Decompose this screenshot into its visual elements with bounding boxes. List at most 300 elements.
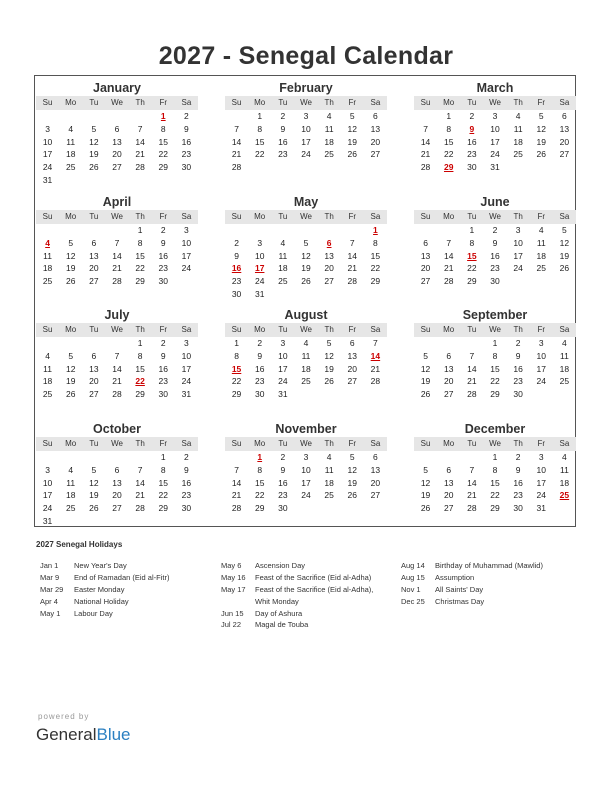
day-cell: 19	[420, 376, 431, 387]
weekday-label: Su	[42, 325, 53, 334]
day-cell: 28	[135, 503, 145, 514]
day-cell: 11	[324, 123, 334, 134]
day-cell: 14	[347, 250, 357, 261]
day-cell: 11	[43, 250, 52, 261]
day-cell: 3	[280, 338, 286, 348]
day-cell: 7	[114, 237, 120, 248]
week-row	[225, 451, 387, 464]
day-cell: 10	[42, 477, 53, 488]
day-cell: 27	[559, 149, 570, 160]
day-cell: 21	[467, 376, 477, 387]
day-cell: 13	[370, 123, 381, 134]
day-cell: 27	[370, 149, 381, 160]
day-cell: 14	[420, 136, 431, 147]
day-cell: 30	[278, 503, 288, 514]
day-cell	[507, 161, 530, 174]
day-cell: 12	[65, 250, 76, 261]
week-row	[225, 110, 387, 123]
month-name: July	[104, 308, 130, 322]
day-cell: 6	[114, 464, 120, 475]
day-cell: 23	[513, 490, 523, 501]
day-cell: 25	[301, 376, 311, 387]
holidays-heading: 2027 Senegal Holidays	[36, 540, 123, 549]
day-cell: 20	[347, 363, 357, 374]
day-cell: 4	[280, 237, 286, 248]
holiday-day-cell: 29	[443, 162, 454, 173]
day-cell	[318, 502, 341, 515]
day-cell: 16	[278, 136, 288, 147]
week-row	[414, 275, 576, 288]
day-cell: 16	[181, 477, 192, 488]
day-cell: 23	[181, 149, 192, 160]
day-cell	[341, 288, 364, 301]
day-cell	[225, 451, 248, 464]
holiday-entry	[40, 584, 169, 596]
brand-logo[interactable]	[36, 725, 131, 745]
weekday-label: Mo	[443, 325, 455, 334]
day-cell: 20	[559, 136, 570, 147]
day-cell	[82, 110, 105, 123]
day-cell: 9	[492, 237, 498, 248]
holiday-date: Jan 1	[40, 561, 59, 570]
day-cell: 28	[370, 376, 381, 387]
holiday-day-cell: 1	[257, 452, 263, 462]
day-cell: 2	[469, 111, 475, 121]
day-cell	[553, 388, 576, 401]
day-cell: 15	[254, 477, 265, 488]
day-cell: 27	[89, 276, 99, 287]
holiday-day-cell: 16	[231, 263, 242, 274]
weekday-label: Th	[513, 325, 523, 334]
day-cell: 9	[257, 350, 263, 361]
day-cell: 18	[324, 477, 334, 488]
day-cell: 3	[45, 123, 50, 134]
week-row	[414, 136, 576, 149]
day-cell: 19	[324, 363, 334, 374]
day-cell: 31	[181, 389, 192, 400]
day-cell: 3	[45, 464, 50, 475]
week-row	[225, 489, 387, 502]
day-cell: 29	[135, 276, 145, 287]
day-cell: 5	[423, 464, 428, 475]
day-cell: 25	[559, 376, 570, 387]
day-cell: 13	[420, 250, 431, 261]
weekday-header	[36, 437, 198, 451]
day-cell: 3	[257, 237, 263, 248]
day-cell: 15	[490, 477, 500, 488]
weekday-label: Th	[135, 325, 145, 334]
day-cell	[294, 502, 317, 515]
day-cell: 13	[112, 136, 122, 147]
week-row	[225, 502, 387, 515]
day-cell: 2	[184, 452, 189, 462]
day-cell	[318, 161, 341, 174]
day-cell: 4	[562, 452, 567, 462]
brand-logo-part-1: General	[36, 725, 97, 744]
day-cell	[553, 502, 576, 515]
day-cell: 11	[560, 350, 569, 361]
day-cell: 14	[443, 250, 454, 261]
day-cell: 19	[65, 376, 76, 387]
day-cell	[437, 451, 460, 464]
day-cell	[437, 224, 460, 237]
day-cell: 11	[66, 477, 76, 488]
week-row	[225, 161, 387, 174]
day-cell: 6	[446, 350, 452, 361]
holiday-name: Feast of the Sacrifice (Eid al-Adha),	[255, 584, 374, 594]
week-row	[414, 161, 576, 174]
holiday-entry	[40, 608, 169, 620]
day-cell	[152, 174, 175, 187]
holiday-day-cell: 15	[231, 363, 242, 374]
day-cell: 4	[562, 338, 567, 348]
day-cell: 26	[420, 389, 431, 400]
day-cell	[105, 515, 128, 528]
day-cell: 18	[559, 363, 570, 374]
day-cell: 11	[66, 136, 76, 147]
day-cell: 29	[490, 389, 500, 400]
day-cell: 8	[492, 464, 498, 475]
day-cell: 1	[446, 111, 452, 121]
day-cell: 11	[536, 237, 546, 248]
day-cell: 14	[231, 477, 242, 488]
day-cell: 23	[278, 149, 288, 160]
week-row	[36, 515, 198, 528]
day-cell: 23	[513, 376, 523, 387]
day-cell: 28	[231, 503, 242, 514]
day-cell	[105, 451, 128, 464]
day-cell: 30	[490, 276, 500, 287]
weekday-header	[225, 437, 387, 451]
day-cell: 28	[467, 503, 477, 514]
week-row	[225, 363, 387, 376]
weekday-label: Th	[513, 98, 523, 107]
day-cell	[105, 174, 128, 187]
day-cell: 17	[301, 477, 311, 488]
day-cell	[364, 388, 387, 401]
month-block	[36, 80, 198, 187]
weekday-label: Th	[135, 212, 145, 221]
week-row	[225, 148, 387, 161]
holiday-name: All Saints' Day	[435, 584, 484, 594]
day-cell: 21	[370, 363, 381, 374]
week-row	[225, 275, 387, 288]
day-cell	[59, 174, 82, 187]
weekday-label: Sa	[559, 212, 570, 221]
day-cell: 25	[278, 276, 288, 287]
day-cell: 27	[443, 503, 454, 514]
day-cell: 4	[303, 338, 309, 348]
day-cell: 12	[301, 250, 311, 261]
day-cell: 16	[490, 250, 500, 261]
weekday-label: Tu	[467, 98, 477, 107]
day-cell	[129, 174, 152, 187]
day-cell	[105, 110, 128, 123]
day-cell	[414, 224, 437, 237]
week-row	[225, 375, 387, 388]
day-cell: 5	[68, 350, 74, 361]
day-cell: 6	[114, 123, 120, 134]
day-cell: 11	[324, 464, 334, 475]
day-cell: 3	[303, 111, 309, 121]
day-cell: 10	[254, 250, 265, 261]
day-cell: 26	[324, 376, 334, 387]
day-cell: 5	[91, 123, 97, 134]
day-cell: 16	[181, 136, 192, 147]
day-cell: 28	[420, 162, 431, 173]
week-row	[225, 250, 387, 263]
holiday-entry	[221, 572, 373, 584]
day-cell: 20	[89, 376, 99, 387]
day-cell: 7	[423, 123, 428, 134]
day-cell: 10	[513, 237, 523, 248]
holiday-column-2	[221, 560, 373, 631]
week-row	[36, 148, 198, 161]
month-block	[225, 194, 387, 301]
day-cell: 1	[492, 452, 498, 462]
day-cell: 17	[490, 136, 500, 147]
day-cell: 28	[347, 276, 357, 287]
weekday-header	[414, 96, 576, 110]
holiday-name: Day of Ashura	[255, 608, 303, 618]
day-cell: 27	[347, 376, 357, 387]
day-cell: 30	[254, 389, 265, 400]
day-cell: 7	[137, 123, 143, 134]
months-grid	[36, 80, 576, 526]
weekday-label: Th	[324, 98, 334, 107]
weekday-label: Sa	[370, 98, 381, 107]
day-cell: 30	[181, 162, 192, 173]
day-cell: 29	[231, 389, 242, 400]
day-cell: 29	[490, 503, 500, 514]
holiday-day-cell: 9	[469, 123, 475, 134]
day-cell: 6	[349, 338, 355, 348]
day-cell	[294, 161, 317, 174]
day-cell: 15	[135, 363, 145, 374]
day-cell: 13	[112, 477, 122, 488]
day-cell: 5	[91, 464, 97, 475]
weekday-label: We	[489, 212, 501, 221]
day-cell: 23	[467, 149, 477, 160]
holiday-name: Labour Day	[74, 608, 113, 618]
day-cell: 19	[301, 263, 311, 274]
day-cell: 21	[347, 263, 357, 274]
day-cell: 26	[559, 263, 570, 274]
weekday-header	[414, 323, 576, 337]
day-cell: 20	[112, 149, 122, 160]
day-cell: 1	[137, 338, 143, 348]
day-cell: 22	[135, 263, 145, 274]
day-cell	[248, 161, 271, 174]
week-row	[414, 464, 576, 477]
weekday-header	[225, 210, 387, 224]
day-cell	[59, 110, 82, 123]
day-cell	[318, 288, 341, 301]
holiday-entry	[221, 608, 373, 620]
week-row	[414, 502, 576, 515]
weekday-label: Su	[231, 439, 242, 448]
day-cell: 26	[347, 490, 357, 501]
day-cell: 24	[536, 490, 546, 501]
day-cell: 23	[231, 276, 242, 287]
day-cell: 6	[373, 452, 378, 462]
day-cell	[36, 337, 59, 350]
day-cell: 31	[254, 288, 265, 299]
weekday-label: Tu	[278, 98, 288, 107]
day-cell: 28	[443, 276, 454, 287]
weekday-label: Fr	[537, 98, 546, 107]
holiday-entry	[40, 572, 169, 584]
day-cell: 12	[420, 363, 431, 374]
day-cell: 2	[515, 452, 521, 462]
week-row	[414, 262, 576, 275]
week-row	[414, 224, 576, 237]
day-cell: 4	[538, 225, 544, 235]
holiday-day-cell: 4	[45, 237, 50, 248]
week-row	[36, 174, 198, 187]
day-cell: 28	[112, 276, 122, 287]
day-cell: 8	[257, 464, 263, 475]
day-cell: 5	[562, 225, 567, 235]
day-cell: 16	[158, 250, 168, 261]
week-row	[225, 337, 387, 350]
week-row	[36, 110, 198, 123]
day-cell: 5	[68, 237, 74, 248]
day-cell	[414, 110, 437, 123]
day-cell: 8	[469, 237, 475, 248]
week-row	[36, 451, 198, 464]
month-name: June	[480, 195, 510, 209]
day-cell	[318, 388, 341, 401]
week-row	[414, 363, 576, 376]
day-cell: 16	[467, 136, 477, 147]
day-cell	[294, 388, 317, 401]
holiday-day-cell: 22	[135, 376, 145, 387]
week-row	[225, 123, 387, 136]
day-cell: 13	[370, 464, 381, 475]
day-cell: 29	[370, 276, 381, 287]
day-cell: 8	[234, 350, 239, 361]
holiday-entry	[221, 560, 373, 572]
day-cell: 21	[112, 376, 122, 387]
day-cell: 13	[443, 363, 454, 374]
week-row	[36, 489, 198, 502]
holiday-entry	[40, 596, 169, 608]
day-cell: 18	[324, 136, 334, 147]
month-name: September	[462, 308, 528, 322]
day-cell	[105, 337, 128, 350]
day-cell: 8	[373, 237, 378, 248]
weekday-label: Th	[513, 439, 523, 448]
day-cell: 10	[181, 237, 192, 248]
weekday-label: Fr	[348, 212, 357, 221]
day-cell: 17	[513, 250, 523, 261]
day-cell: 29	[158, 503, 168, 514]
weekday-label: Su	[231, 325, 242, 334]
day-cell: 22	[158, 490, 168, 501]
weekday-label: We	[489, 98, 501, 107]
weekday-label: We	[300, 212, 312, 221]
weekday-label: Sa	[559, 439, 570, 448]
weekday-label: Fr	[159, 98, 168, 107]
day-cell: 7	[469, 464, 475, 475]
day-cell: 30	[181, 503, 192, 514]
day-cell: 22	[490, 376, 500, 387]
day-cell: 21	[135, 490, 145, 501]
day-cell: 12	[347, 123, 357, 134]
day-cell: 28	[467, 389, 477, 400]
week-row	[36, 161, 198, 174]
day-cell: 28	[112, 389, 122, 400]
day-cell: 20	[443, 376, 454, 387]
weekday-label: Su	[420, 325, 431, 334]
day-cell: 25	[324, 490, 334, 501]
weekday-label: We	[489, 439, 501, 448]
day-cell: 13	[559, 123, 570, 134]
day-cell: 16	[513, 363, 523, 374]
holiday-date: Aug 14	[401, 561, 425, 570]
day-cell: 18	[65, 149, 76, 160]
day-cell: 25	[65, 162, 76, 173]
day-cell	[364, 502, 387, 515]
day-cell: 31	[42, 174, 53, 185]
day-cell: 17	[536, 477, 546, 488]
week-row	[36, 350, 198, 363]
weekday-label: We	[300, 325, 312, 334]
month-name: April	[102, 195, 132, 209]
day-cell: 7	[373, 338, 378, 348]
day-cell: 24	[536, 376, 546, 387]
day-cell: 24	[513, 263, 523, 274]
day-cell: 19	[65, 263, 76, 274]
holiday-day-cell: 15	[467, 250, 477, 261]
day-cell: 6	[373, 111, 378, 121]
weekday-header	[36, 96, 198, 110]
day-cell: 11	[278, 250, 288, 261]
day-cell	[414, 337, 437, 350]
weekday-label: Sa	[559, 325, 570, 334]
holiday-name: Feast of the Sacrifice (Eid al-Adha)	[255, 572, 372, 582]
day-cell: 4	[68, 123, 74, 134]
holiday-date: Aug 15	[401, 572, 425, 582]
day-cell: 17	[181, 363, 192, 374]
day-cell	[530, 161, 553, 174]
day-cell: 14	[135, 136, 145, 147]
day-cell: 10	[278, 350, 288, 361]
day-cell: 22	[158, 149, 168, 160]
day-cell: 17	[536, 363, 546, 374]
week-row	[36, 237, 198, 250]
day-cell: 3	[538, 452, 544, 462]
weekday-label: Su	[231, 212, 242, 221]
day-cell: 22	[370, 263, 381, 274]
week-row	[36, 136, 198, 149]
month-block	[414, 307, 576, 401]
weekday-label: Tu	[89, 212, 99, 221]
weekday-label: Su	[42, 98, 53, 107]
day-cell	[271, 288, 294, 301]
day-cell: 7	[469, 350, 475, 361]
weekday-label: Tu	[278, 212, 288, 221]
day-cell	[414, 451, 437, 464]
weekday-label: Fr	[159, 212, 168, 221]
week-row	[414, 350, 576, 363]
day-cell: 14	[135, 477, 145, 488]
day-cell	[437, 337, 460, 350]
weekday-label: We	[111, 212, 123, 221]
day-cell: 1	[160, 452, 166, 462]
month-block	[414, 194, 576, 288]
